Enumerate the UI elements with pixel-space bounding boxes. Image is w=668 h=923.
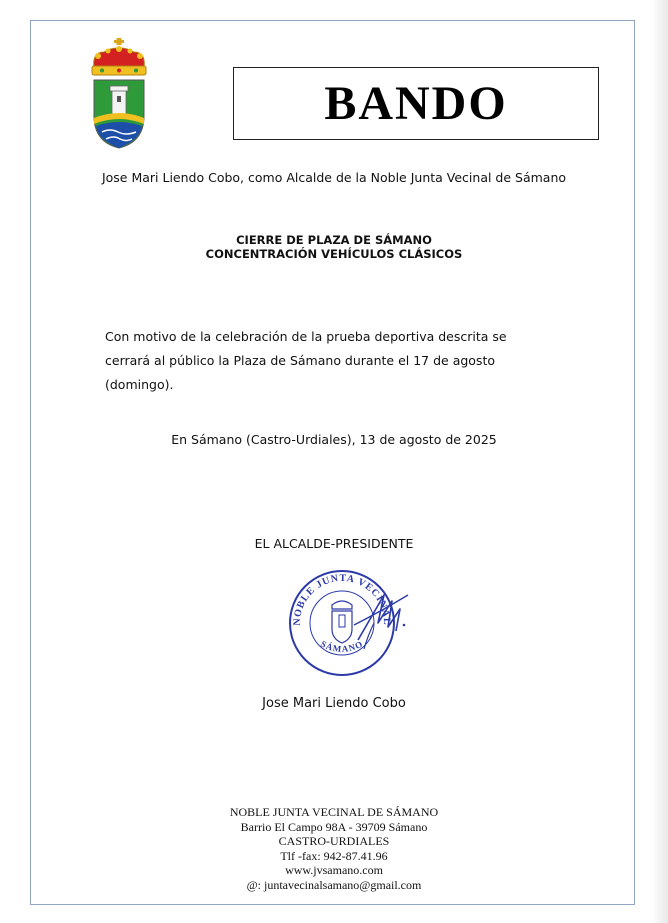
seal-text-top: NOBLE JUNTA VECINAL	[291, 572, 393, 626]
footer-org: NOBLE JUNTA VECINAL DE SÁMANO	[229, 805, 439, 819]
svg-text:SÁMANO	[319, 639, 365, 654]
document-title: BANDO	[324, 77, 508, 130]
place-and-date: En Sámano (Castro-Urdiales), 13 de agosto de 2025	[171, 432, 497, 447]
subject-line-1: CIERRE DE PLAZA DE SÁMANO	[236, 233, 432, 247]
svg-text:NOBLE JUNTA VECINAL	[292, 573, 392, 626]
body-paragraph: Con motivo de la celebración de la prueba deportiva descrita se cerrará al público la Plaza de Sámano durante el 17 de agosto (domingo).	[105, 329, 507, 392]
footer-web: www.jvsamano.com	[285, 863, 383, 877]
seal-text-bottom: SÁMANO	[319, 638, 365, 655]
signature-title: EL ALCALDE-PRESIDENTE	[254, 536, 414, 551]
footer-address: Barrio El Campo 98A - 39709 Sámano	[240, 819, 428, 834]
document-frame	[30, 20, 635, 905]
footer-city: CASTRO-URDIALES	[278, 834, 390, 848]
intro-line: Jose Mari Liendo Cobo, como Alcalde de la Noble Junta Vecinal de Sámano	[101, 170, 567, 185]
title-box	[233, 67, 599, 140]
page-edge-shadow	[650, 0, 668, 923]
footer-email: @: juntavecinalsamano@gmail.com	[246, 877, 422, 892]
coat-of-arms-icon	[88, 38, 150, 150]
subject-heading	[0, 233, 668, 261]
footer-contact	[0, 805, 668, 892]
signer-name: Jose Mari Liendo Cobo	[262, 696, 406, 711]
official-seal-stamp-icon	[288, 565, 418, 677]
footer-phone: Tlf -fax: 942-87.41.96	[280, 848, 388, 863]
subject-line-2: CONCENTRACIÓN VEHÍCULOS CLÁSICOS	[205, 247, 463, 261]
